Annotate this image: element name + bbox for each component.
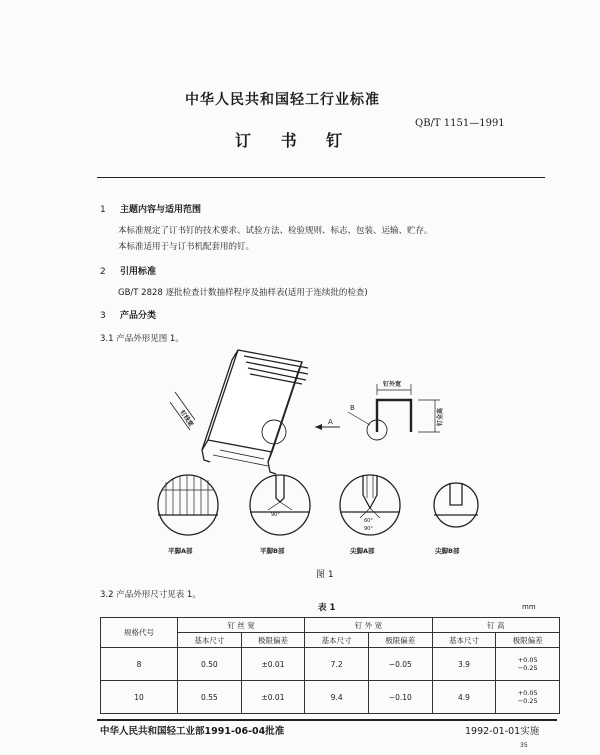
header-spec: 规格代号 <box>101 618 178 648</box>
label-outer-width: 钉外宽 <box>383 381 402 388</box>
cell-spec: 8 <box>101 648 178 681</box>
label-a: A <box>328 418 333 426</box>
cell-height-tol <box>496 648 560 681</box>
effective-date: 1992-01-01实施 <box>465 726 540 737</box>
section-3-2: 3.2 产品外形尺寸见表 1。 <box>100 590 201 600</box>
subheader-basic: 基本尺寸 <box>178 633 242 648</box>
figure-1 <box>140 340 480 570</box>
section-1-para-2: 本标准适用于与订书机配套用的钉。 <box>118 242 255 252</box>
detail-flat-b <box>250 475 310 535</box>
caption-pointed-a: 尖脚A部 <box>350 547 375 555</box>
cell-outer: 9.4 <box>305 681 369 714</box>
label-wire-width: 钉线宽 <box>178 409 195 428</box>
detail-flat-a <box>158 475 218 535</box>
cell-wire: 0.50 <box>178 648 242 681</box>
standard-code: QB/T 1151—1991 <box>415 118 505 129</box>
footer-divider <box>97 719 557 721</box>
subheader-tol: 极限偏差 <box>368 633 432 648</box>
caption-flat-a: 平脚A部 <box>168 547 193 555</box>
label-b: B <box>350 404 355 412</box>
page-number: 35 <box>520 742 528 749</box>
header-outer-width: 钉 外 宽 <box>305 618 432 633</box>
cell-height-tol <box>496 681 560 714</box>
table-unit: mm <box>522 603 536 611</box>
staple-profile-drawing <box>315 384 440 440</box>
label-total-height: 钉全高 <box>437 407 444 426</box>
figure-caption: 图 1 <box>316 570 334 580</box>
header-wire-width: 钉 丝 宽 <box>178 618 305 633</box>
subheader-basic: 基本尺寸 <box>432 633 496 648</box>
cell-outer-tol: −0.10 <box>368 681 432 714</box>
cell-height: 4.9 <box>432 681 496 714</box>
tol-lower: −0.25 <box>517 697 538 705</box>
cell-wire-tol: ±0.01 <box>241 648 305 681</box>
section-3-heading: 3 产品分类 <box>100 311 157 321</box>
table-caption: 表 1 <box>318 603 336 613</box>
subheader-tol: 极限偏差 <box>496 633 560 648</box>
approval-line: 中华人民共和国轻工业部1991-06-04批准 <box>100 726 285 737</box>
cell-wire: 0.55 <box>178 681 242 714</box>
subheader-basic: 基本尺寸 <box>305 633 369 648</box>
caption-pointed-b: 尖脚B部 <box>435 547 460 555</box>
tol-upper: +0.05 <box>517 689 538 697</box>
angle-90-pointed: 90° <box>364 526 373 532</box>
caption-flat-b: 平脚B部 <box>260 547 285 555</box>
spec-table <box>100 617 560 714</box>
standard-org: 中华人民共和国轻工行业标准 <box>185 92 380 108</box>
angle-60: 60° <box>364 518 373 524</box>
cell-height: 3.9 <box>432 648 496 681</box>
cell-outer-tol: −0.05 <box>368 648 432 681</box>
tol-lower: −0.25 <box>517 664 538 672</box>
section-2-reference: GB/T 2828 逐批检查计数抽样程序及抽样表(适用于连续批的检查) <box>118 288 368 298</box>
section-1-heading: 1 主题内容与适用范围 <box>100 205 202 215</box>
section-3-1: 3.1 产品外形见图 1。 <box>100 334 184 344</box>
page-title: 订 书 钉 <box>235 131 355 150</box>
header-divider <box>97 177 545 178</box>
detail-pointed-b <box>434 483 478 527</box>
angle-90-flat: 90° <box>271 512 280 518</box>
subheader-tol: 极限偏差 <box>241 633 305 648</box>
table-row <box>101 648 560 681</box>
section-1-para-1: 本标准规定了订书钉的技术要求、试验方法、检验规则、标志、包装、运输、贮存。 <box>118 226 433 236</box>
cell-outer: 7.2 <box>305 648 369 681</box>
cell-wire-tol: ±0.01 <box>241 681 305 714</box>
header-height: 钉 高 <box>432 618 559 633</box>
table-row <box>101 681 560 714</box>
tol-upper: +0.05 <box>517 656 538 664</box>
cell-spec: 10 <box>101 681 178 714</box>
section-2-heading: 2 引用标准 <box>100 267 157 277</box>
staple-strip-drawing <box>202 350 308 474</box>
